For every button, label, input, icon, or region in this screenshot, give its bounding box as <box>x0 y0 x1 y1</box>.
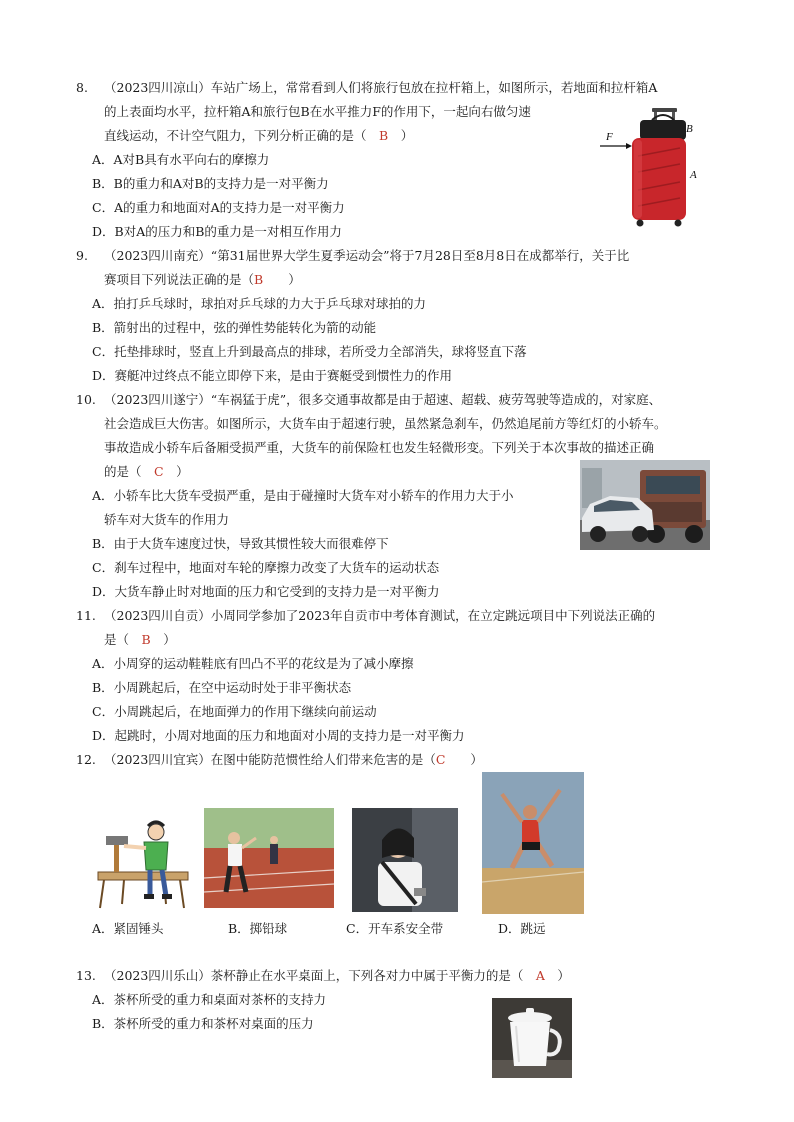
bench-top <box>98 872 188 880</box>
q10-answer: C <box>154 464 164 479</box>
person-shirt <box>144 842 168 870</box>
person-shoe-left <box>144 894 154 899</box>
q8-option-c: C．A的重力和地面对A的支持力是一对平衡力 <box>92 200 345 215</box>
long-jump-photo <box>482 772 584 914</box>
q9-line2: 赛项目下列说法正确的是（B ） <box>104 272 301 287</box>
suitcase-figure <box>596 106 706 228</box>
q12-answer: C <box>435 752 446 767</box>
truck-windshield <box>646 476 700 494</box>
car-wheel-rear <box>632 526 648 542</box>
teacup-photo <box>492 998 572 1078</box>
q11-line2: 是（ B ） <box>104 632 176 647</box>
q10-option-d: D．大货车静止时对地面的压力和它受到的支持力是一对平衡力 <box>92 584 440 599</box>
q12-caption-b: B．掷铅球 <box>228 921 288 936</box>
bag-b <box>640 120 686 140</box>
shot-put-photo <box>204 808 334 908</box>
q8-line1: 8. （2023四川凉山）车站广场上，常常看到人们将旅行包放在拉杆箱上，如图所示，若地面和拉杆箱A <box>76 80 658 95</box>
jumper-shorts <box>522 842 540 850</box>
accident-photo <box>580 460 710 550</box>
shot-put-trees <box>204 808 334 848</box>
handle-bar <box>652 108 677 112</box>
q13-line1: 13. （2023四川乐山）茶杯静止在水平桌面上，下列各对力中属于平衡力的是（ A ） <box>76 968 570 983</box>
q10-option-a-cont: 轿车对大货车的作用力 <box>104 512 230 527</box>
q10-line2: 社会造成巨大伤害。如图所示，大货车由于超速行驶，虽然紧急刹车，仍然追尾前方等红灯的小轿车。 <box>104 416 667 431</box>
force-arrowhead <box>626 143 632 149</box>
q8-number: 8. <box>76 80 88 95</box>
q8-option-d: D．B对A的压力和B的重力是一对相互作用力 <box>92 224 342 239</box>
jump-sand <box>482 868 584 914</box>
hammer-head <box>106 836 128 845</box>
thrower-shirt <box>228 844 242 866</box>
q11-option-c: C．小周跳起后，在地面弹力的作用下继续向前运动 <box>92 704 377 719</box>
q11-line1: 11. （2023四川自贡）小周同学参加了2023年自贡市中考体育测试，在立定跳远项目中下列说法正确的 <box>76 608 656 623</box>
q10-number: 10. <box>76 392 96 407</box>
q9-option-a: A．拍打乒乓球时，球拍对乒乓球的力大于乒乓球对球拍的力 <box>92 296 427 311</box>
car-wheel-front <box>590 526 606 542</box>
spectator-head <box>270 836 278 844</box>
force-label: F <box>606 131 613 143</box>
suitcase-highlight <box>634 140 642 218</box>
jumper-vest <box>522 820 540 844</box>
q12-number: 12. <box>76 752 96 767</box>
q9-answer: B <box>254 272 264 287</box>
q8-line3: 直线运动，不计空气阻力，下列分析正确的是（ B ） <box>104 128 414 143</box>
q10-option-b: B．由于大货车速度过快，导致其惯性较大而很难停下 <box>92 536 389 551</box>
q8-option-b: B．B的重力和A对B的支持力是一对平衡力 <box>92 176 329 191</box>
jumper-head <box>523 805 537 819</box>
q10-line1: 10. （2023四川遂宁）“车祸猛于虎”，很多交通事故都是由于超速、超载、疲劳驾驶等造成的，对家庭、 <box>76 392 662 407</box>
bag-label: B <box>686 123 693 135</box>
seatbelt-buckle <box>414 888 426 896</box>
person-head <box>148 824 164 840</box>
q12-caption-a: A．紧固锤头 <box>92 921 164 936</box>
q11-answer: B <box>141 632 151 647</box>
q8-line2: 的上表面均水平，拉杆箱A和旅行包B在水平推力F的作用下，一起向右做匀速 <box>104 104 531 119</box>
q10-option-c: C．刹车过程中，地面对车轮的摩擦力改变了大货车的运动状态 <box>92 560 440 575</box>
hammer-handle <box>114 842 119 872</box>
thrower-head <box>228 832 240 844</box>
q13-answer: A <box>535 968 545 983</box>
person-arm <box>124 846 146 848</box>
wheel-left <box>637 220 644 227</box>
q9-line1: 9. （2023四川南充）“第31届世界大学生夏季运动会”将于7月28日至8月8日在成都举行，关于比 <box>76 248 630 263</box>
hammer-cartoon <box>94 812 190 912</box>
q11-option-d: D．起跳时，小周对地面的压力和地面对小周的支持力是一对平衡力 <box>92 728 465 743</box>
wheel-right <box>675 220 682 227</box>
q13-option-b: B．茶杯所受的重力和茶杯对桌面的压力 <box>92 1016 314 1031</box>
teacup-knob <box>526 1008 534 1014</box>
q8-option-a: A．A对B具有水平向右的摩擦力 <box>92 152 270 167</box>
q9-option-c: C．托垫排球时，竖直上升到最高点的排球，若所受力全部消失，球将竖直下落 <box>92 344 527 359</box>
q12-caption-d: D．跳远 <box>498 921 546 936</box>
suitcase-label: A <box>690 169 697 181</box>
person-shoe-right <box>162 894 172 899</box>
q12-caption-c: C．开车系安全带 <box>346 921 444 936</box>
shot-put-track <box>204 848 334 908</box>
seatbelt-photo <box>352 808 458 912</box>
truck-wheel-rear <box>685 525 703 543</box>
spectator-body <box>270 844 278 864</box>
q12-line1: 12. （2023四川宜宾）在图中能防范惯性给人们带来危害的是（C ） <box>76 752 483 767</box>
q9-option-b: B．箭射出的过程中，弦的弹性势能转化为箭的动能 <box>92 320 377 335</box>
q10-line4: 的是（ C ） <box>104 464 189 479</box>
q8-answer: B <box>379 128 389 143</box>
q10-option-a: A．小轿车比大货车受损严重，是由于碰撞时大货车对小轿车的作用力大于小 <box>92 488 514 503</box>
hammer-bg <box>94 812 190 912</box>
q9-option-d: D．赛艇冲过终点不能立即停下来，是由于赛艇受到惯性力的作用 <box>92 368 453 383</box>
q9-number: 9. <box>76 248 88 263</box>
q13-option-a: A．茶杯所受的重力和桌面对茶杯的支持力 <box>92 992 327 1007</box>
q11-option-b: B．小周跳起后，在空中运动时处于非平衡状态 <box>92 680 352 695</box>
q11-option-a: A．小周穿的运动鞋鞋底有凹凸不平的花纹是为了减小摩擦 <box>92 656 414 671</box>
q11-number: 11. <box>76 608 96 623</box>
q10-line3: 事故造成小轿车后备厢受损严重，大货车的前保险杠也发生轻微形变。下列关于本次事故的描述正确 <box>104 440 655 455</box>
q13-number: 13. <box>76 968 96 983</box>
